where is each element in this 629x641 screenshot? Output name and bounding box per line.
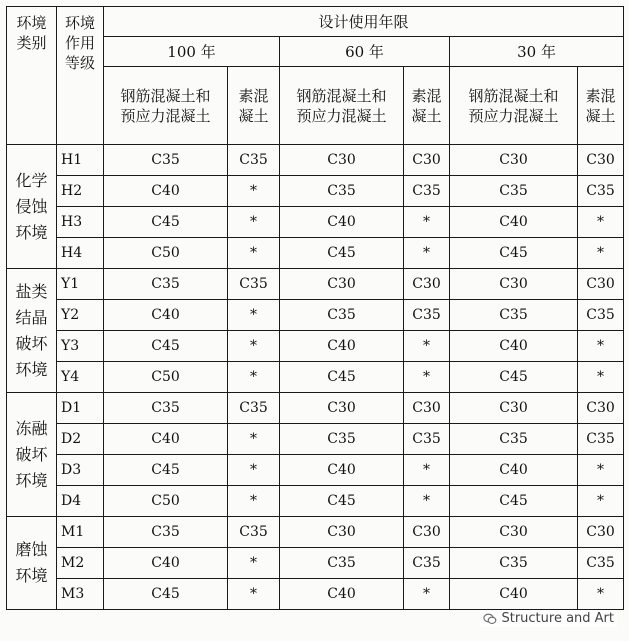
plain-grade-cell: C30 [404,517,450,548]
rc-grade-cell: C40 [450,579,578,610]
table-row [7,331,624,362]
plain-grade-cell: * [578,331,624,362]
env-level-cell: D1 [57,393,104,424]
plain-grade-cell: * [404,486,450,517]
rc-grade-cell: C40 [280,455,404,486]
plain-grade-cell: * [404,207,450,238]
plain-grade-cell: * [228,548,280,579]
table-row [7,393,624,424]
rc-grade-cell: C40 [280,579,404,610]
plain-header: 素混 凝土 [578,67,624,145]
rc-header: 钢筋混凝土和 预应力混凝土 [280,67,404,145]
rc-grade-cell: C35 [280,300,404,331]
env-category-cell: 盐类 结晶 破坏 环境 [7,269,57,393]
watermark-text: Structure and Art [501,611,614,626]
rc-grade-cell: C30 [280,393,404,424]
env-level-cell: D2 [57,424,104,455]
plain-grade-cell: * [404,455,450,486]
rc-grade-cell: C35 [280,548,404,579]
plain-grade-cell: C35 [228,393,280,424]
year-header-30: 30 年 [450,37,624,67]
table-row [7,176,624,207]
plain-header: 素混 凝土 [228,67,280,145]
rc-grade-cell: C45 [450,486,578,517]
rc-grade-cell: C30 [450,145,578,176]
rc-grade-cell: C40 [104,424,228,455]
env-level-cell: D3 [57,455,104,486]
env-level-cell: Y1 [57,269,104,300]
plain-grade-cell: C35 [404,424,450,455]
watermark [480,610,617,627]
table-row [7,300,624,331]
plain-grade-cell: C35 [578,176,624,207]
env-level-cell: M2 [57,548,104,579]
rc-grade-cell: C40 [104,176,228,207]
rc-header: 钢筋混凝土和 预应力混凝土 [450,67,578,145]
rc-grade-cell: C45 [104,579,228,610]
rc-grade-cell: C30 [280,269,404,300]
plain-grade-cell: * [404,331,450,362]
env-level-cell: Y3 [57,331,104,362]
table-row [7,579,624,610]
plain-grade-cell: C30 [404,269,450,300]
plain-grade-cell: * [404,362,450,393]
env-level-header: 环境 作用 等级 [57,7,104,145]
rc-grade-cell: C45 [450,362,578,393]
table-row [7,269,624,300]
plain-header: 素混 凝土 [404,67,450,145]
rc-grade-cell: C35 [450,176,578,207]
design-life-header: 设计使用年限 [104,7,624,37]
plain-grade-cell: * [228,424,280,455]
plain-grade-cell: C35 [228,145,280,176]
rc-grade-cell: C35 [450,424,578,455]
plain-grade-cell: C35 [404,300,450,331]
rc-grade-cell: C30 [280,145,404,176]
table-row [7,362,624,393]
env-level-cell: Y4 [57,362,104,393]
rc-grade-cell: C50 [104,238,228,269]
table-row [7,548,624,579]
rc-grade-cell: C45 [104,455,228,486]
rc-grade-cell: C30 [280,517,404,548]
env-level-cell: H3 [57,207,104,238]
rc-grade-cell: C40 [450,455,578,486]
plain-grade-cell: * [228,362,280,393]
wechat-icon [483,612,497,626]
table-row [7,486,624,517]
env-level-cell: M3 [57,579,104,610]
plain-grade-cell: * [404,238,450,269]
rc-grade-cell: C45 [104,331,228,362]
plain-grade-cell: * [578,238,624,269]
rc-grade-cell: C50 [104,486,228,517]
plain-grade-cell: * [578,455,624,486]
table-row [7,238,624,269]
env-level-cell: H1 [57,145,104,176]
table-row [7,424,624,455]
rc-grade-cell: C35 [280,424,404,455]
rc-grade-cell: C45 [280,362,404,393]
year-header-60: 60 年 [280,37,450,67]
plain-grade-cell: C30 [578,145,624,176]
table-body [7,145,624,610]
rc-grade-cell: C50 [104,362,228,393]
plain-grade-cell: * [228,579,280,610]
rc-grade-cell: C35 [104,269,228,300]
table-row [7,145,624,176]
rc-grade-cell: C45 [450,238,578,269]
rc-grade-cell: C40 [104,300,228,331]
plain-grade-cell: * [228,455,280,486]
env-level-cell: M1 [57,517,104,548]
rc-grade-cell: C30 [450,269,578,300]
table-row [7,517,624,548]
env-category-header: 环境 类别 [7,7,57,145]
plain-grade-cell: C35 [404,548,450,579]
env-category-cell: 化学 侵蚀 环境 [7,145,57,269]
plain-grade-cell: C35 [228,517,280,548]
plain-grade-cell: * [578,207,624,238]
concrete-strength-table [6,6,624,610]
plain-grade-cell: * [228,176,280,207]
table-row [7,455,624,486]
rc-header: 钢筋混凝土和 预应力混凝土 [104,67,228,145]
rc-grade-cell: C35 [450,300,578,331]
rc-grade-cell: C30 [450,517,578,548]
plain-grade-cell: * [228,486,280,517]
rc-grade-cell: C35 [104,517,228,548]
rc-grade-cell: C45 [280,486,404,517]
table-header [7,7,624,145]
rc-grade-cell: C40 [104,548,228,579]
plain-grade-cell: C35 [578,548,624,579]
rc-grade-cell: C45 [280,238,404,269]
rc-grade-cell: C45 [104,207,228,238]
plain-grade-cell: C30 [578,393,624,424]
env-level-cell: H2 [57,176,104,207]
plain-grade-cell: * [404,579,450,610]
year-header-100: 100 年 [104,37,280,67]
env-level-cell: Y2 [57,300,104,331]
plain-grade-cell: * [578,486,624,517]
plain-grade-cell: C35 [404,176,450,207]
rc-grade-cell: C35 [104,145,228,176]
env-category-cell: 冻融 破坏 环境 [7,393,57,517]
rc-grade-cell: C40 [450,331,578,362]
rc-grade-cell: C30 [450,393,578,424]
rc-grade-cell: C35 [450,548,578,579]
rc-grade-cell: C40 [280,331,404,362]
env-category-cell: 磨蚀 环境 [7,517,57,610]
env-level-cell: H4 [57,238,104,269]
plain-grade-cell: * [228,300,280,331]
plain-grade-cell: C35 [578,424,624,455]
plain-grade-cell: * [228,331,280,362]
env-level-cell: D4 [57,486,104,517]
table-row [7,207,624,238]
plain-grade-cell: C30 [578,269,624,300]
plain-grade-cell: * [578,362,624,393]
rc-grade-cell: C35 [104,393,228,424]
plain-grade-cell: * [228,207,280,238]
rc-grade-cell: C40 [450,207,578,238]
plain-grade-cell: C35 [578,300,624,331]
plain-grade-cell: C30 [404,145,450,176]
plain-grade-cell: * [578,579,624,610]
plain-grade-cell: C30 [404,393,450,424]
plain-grade-cell: C30 [578,517,624,548]
plain-grade-cell: C35 [228,269,280,300]
rc-grade-cell: C35 [280,176,404,207]
plain-grade-cell: * [228,238,280,269]
rc-grade-cell: C40 [280,207,404,238]
